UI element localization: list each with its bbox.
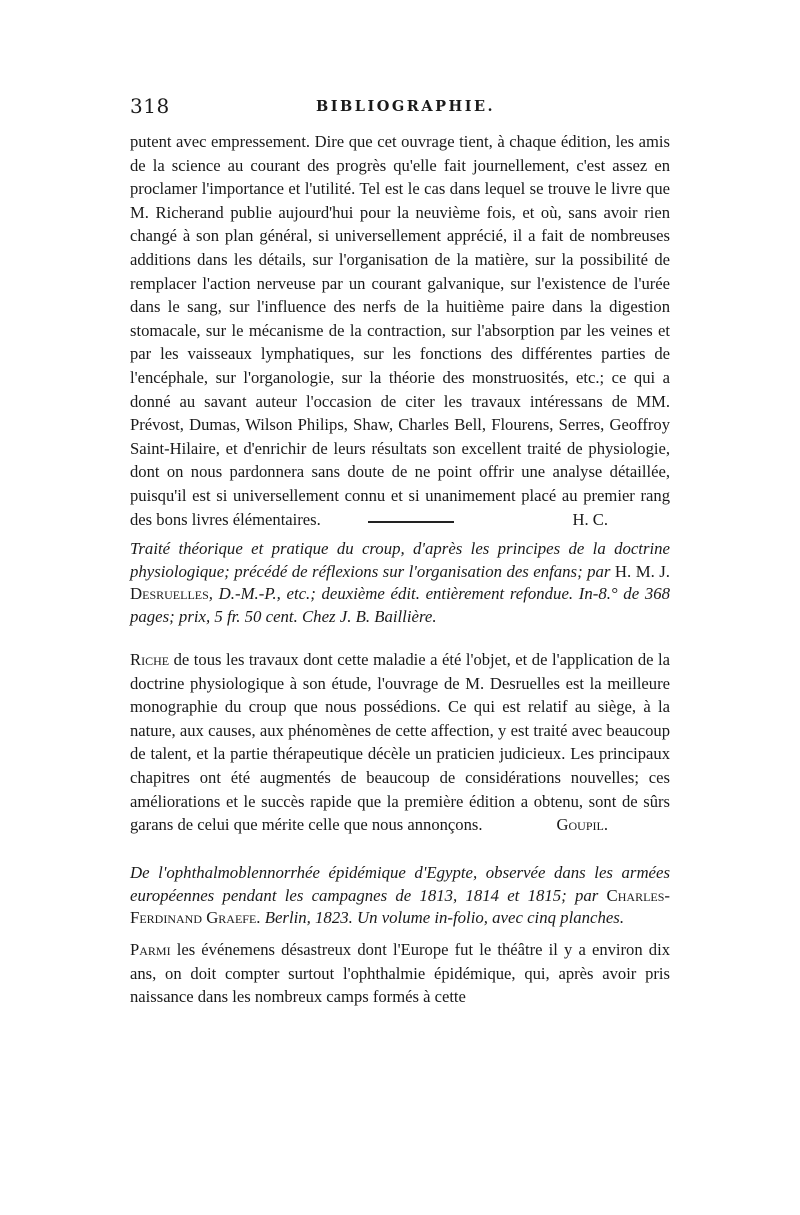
review-richerand-text: putent avec empressement. Dire que cet ouvrage tient, à chaque édition, les amis de la science au courant des progrès qu'elle fait journellement, c'est assez en proclamer l'importance et l'utilité. Tel est le cas dans lequel se trouve le livre que M. Richerand publie aujourd'hui pour la neuvième fois, et où, sans avoir rien changé à son plan général, si universellement apprécié, il a fait de nombreuses additions dans les détails, sur l'organisation de la matière, sur la possibilité de remplacer l'action nerveuse par un courant galvanique, sur l'existence de l'urée dans le sang, sur l'influence des nerfs de la huitième paire dans la digestion stomacale, sur le mécanisme de la contraction, sur l'absorption par les veines et par les vaisseaux lymphatiques, sur les fonctions des différentes parties de l'encéphale, sur l'organologie, sur la théorie des monstruosités, etc.; ce qui a donné au savant auteur l'occasion de citer les travaux intéressans de MM. Prévost, Dumas, Wilson Philips, Shaw, Charles Bell, Flourens, Serres, Geoffroy Saint-Hilaire, et d'enrichir de leurs résultats son excellent traité de physiologie, dont on nous pardonnera sans doute de ne point offrir une analyse détaillée, puisqu'il est si universellement connu et si unanimement placé au premier rang des bons livres élémentaires. [130, 132, 670, 529]
review-croup-text: de tous les travaux dont cette maladie a été l'objet, et de l'application de la doctrine physiologique à son étude, l'ouvrage de M. Desruelles est la meilleure monographie du croup que nous possédions. Ce qui est relatif au siège, à la nature, aux causes, aux phénomènes de cette affection, y est traité avec beaucoup de talent, et la partie thérapeutique décèle un praticien judicieux. Les principaux chapitres ont été augmentés de beaucoup de considérations nouvelles; ces améliorations et le succès rapide que la première édition a obtenu, sont de sûrs garans de celui que mérite celle que nous annonçons. [130, 650, 670, 835]
review-richerand-signature: H. C. [572, 509, 608, 529]
review-ophthalmia [130, 938, 670, 1009]
citation-ophthalmia-title: De l'ophthalmoblennorrhée épidémique d'Egypte, observée dans les armées européennes pendant les campagnes de 1813, 1814 et 1815; par [130, 863, 670, 905]
running-head: BIBLIOGRAPHIE. [316, 98, 496, 115]
citation-ophthalmia-author: Charles-Ferdinand Graefe. [130, 885, 670, 928]
citation-croup-details: , D.-M.-P., etc.; deuxième édit. entièrement refondue. In-8.° de 368 pages; prix, 5 fr. 50 cent. Chez J. B. Baillière. [130, 584, 670, 626]
review-ophthalmia-text: les événemens désastreux dont l'Europe fut le théâtre il y a environ dix ans, on doit compter surtout l'ophthalmie épidémique, qui, après avoir pris naissance dans les nombreux camps formés à cette [130, 940, 670, 1007]
review-croup-lead-word: Riche [130, 650, 170, 669]
section-divider [368, 521, 454, 523]
citation-croup [130, 538, 670, 628]
review-croup-signature: Goupil. [556, 815, 608, 835]
citation-ophthalmia [130, 862, 670, 930]
review-ophthalmia-lead-word: Parmi [130, 940, 171, 959]
review-richerand [130, 130, 670, 531]
citation-croup-title: Traité théorique et pratique du croup, d'après les principes de la doctrine physiologique; précédé de réflexions sur l'organisation des enfans; par [130, 539, 670, 581]
citation-ophthalmia-details: Berlin, 1823. Un volume in-folio, avec cinq planches. [260, 908, 625, 928]
page-header [130, 94, 670, 122]
review-croup [130, 648, 670, 837]
page-number: 318 [130, 94, 170, 118]
citation-croup-author: H. M. J. Desruelles [130, 561, 670, 604]
